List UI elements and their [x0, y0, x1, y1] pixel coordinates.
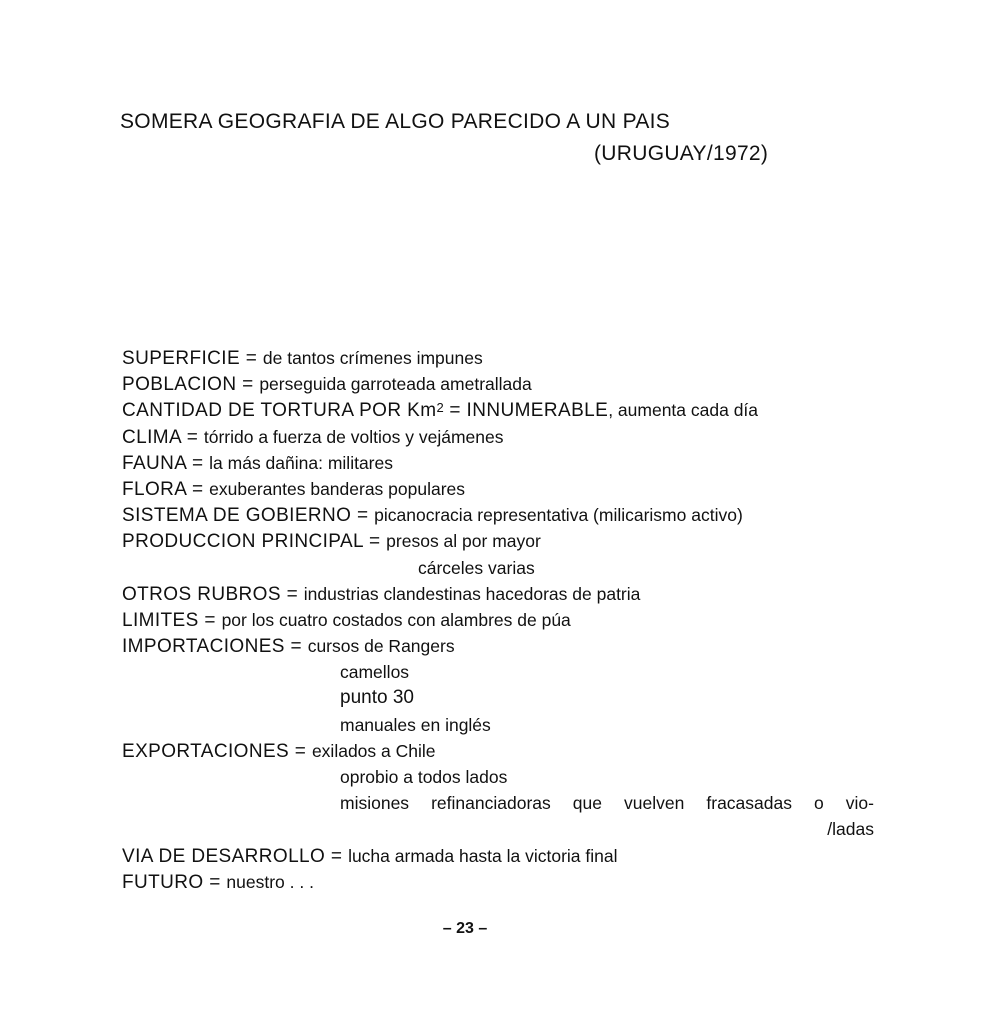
line-flora [122, 476, 874, 502]
value-via: lucha armada hasta la victoria final [348, 845, 618, 866]
key-otros: OTROS RUBROS = [122, 583, 304, 605]
key-produccion: PRODUCCION PRINCIPAL = [122, 531, 387, 553]
value-clima: tórrido a fuerza de voltios y vejámenes [203, 426, 504, 447]
value-exportaciones-2: oprobio a todos lados [340, 767, 508, 787]
value-exportaciones-end: /ladas [827, 819, 874, 840]
value-produccion-2: cárceles varias [418, 557, 535, 578]
poem-title: SOMERA GEOGRAFIA DE ALGO PARECIDO A UN PAIS [120, 110, 671, 133]
value-otros: industrias clandestinas hacedoras de patria [303, 583, 641, 604]
value-futuro: nuestro . . . [226, 871, 314, 892]
key-fauna: FAUNA = [122, 452, 210, 474]
value-importaciones-3: punto 30 [340, 687, 414, 709]
line-importaciones [122, 633, 874, 659]
value-exportaciones-3 [340, 790, 874, 816]
line-via [122, 843, 874, 869]
value-importaciones-1: cursos de Rangers [307, 636, 455, 657]
line-limites [122, 607, 874, 633]
line-importaciones-cont-2 [122, 685, 874, 711]
word: o [814, 793, 824, 814]
key-tortura: CANTIDAD DE TORTURA POR Km [122, 400, 437, 422]
line-exportaciones-cont-1 [122, 764, 874, 790]
value-poblacion: perseguida garroteada ametrallada [259, 374, 532, 395]
line-importaciones-cont-3 [122, 712, 874, 738]
value-exportaciones-1: exilados a Chile [311, 740, 436, 761]
word: que [572, 793, 602, 814]
line-exportaciones [122, 738, 874, 764]
value-importaciones-4: manuales en inglés [340, 714, 491, 735]
poem-body [122, 345, 874, 895]
line-futuro [122, 869, 874, 895]
key-exportaciones: EXPORTACIONES = [122, 740, 312, 762]
page-number: – 23 – [442, 920, 488, 937]
line-clima [122, 424, 874, 450]
key-flora: FLORA = [122, 478, 210, 500]
key-limites: LIMITES = [122, 609, 222, 631]
line-tortura [122, 397, 874, 423]
value-limites: por los cuatro costados con alambres de púa [221, 609, 571, 630]
value-produccion-1: presos al por mayor [386, 531, 541, 552]
key-via: VIA DE DESARROLLO = [122, 845, 349, 867]
superscript-2: 2 [436, 400, 444, 416]
value-flora: exuberantes banderas populares [209, 478, 466, 499]
word: vuelven [624, 793, 685, 814]
value-sistema: picanocracia representativa (milicarismo activo) [374, 505, 743, 526]
line-importaciones-cont-1 [122, 659, 874, 685]
line-otros [122, 581, 874, 607]
line-produccion-cont [122, 555, 874, 581]
word: fracasadas [706, 793, 792, 814]
key-superficie: SUPERFICIE = [122, 348, 263, 369]
value-tortura: , aumenta cada día [608, 400, 759, 421]
value-fauna: la más dañina: militares [209, 452, 393, 473]
key-futuro: FUTURO = [122, 871, 227, 893]
poem-subtitle: (URUGUAY/1972) [594, 142, 769, 165]
key-importaciones: IMPORTACIONES = [122, 636, 308, 658]
key-poblacion: POBLACION = [122, 374, 260, 396]
line-exportaciones-cont-3 [122, 816, 874, 842]
line-exportaciones-cont-2 [122, 790, 874, 816]
word: vio- [845, 793, 874, 814]
key-sistema: SISTEMA DE GOBIERNO = [122, 505, 375, 527]
line-sistema [122, 502, 874, 528]
eq-tortura: = INNUMERABLE [443, 400, 609, 422]
line-superficie [122, 345, 874, 371]
key-clima: CLIMA = [122, 426, 204, 448]
line-produccion [122, 528, 874, 554]
word: misiones [340, 793, 410, 814]
word: refinanciadoras [431, 793, 551, 814]
value-superficie: de tantos crímenes impunes [262, 348, 483, 368]
value-importaciones-2: camellos [340, 662, 410, 683]
line-fauna [122, 450, 874, 476]
line-poblacion [122, 371, 874, 397]
